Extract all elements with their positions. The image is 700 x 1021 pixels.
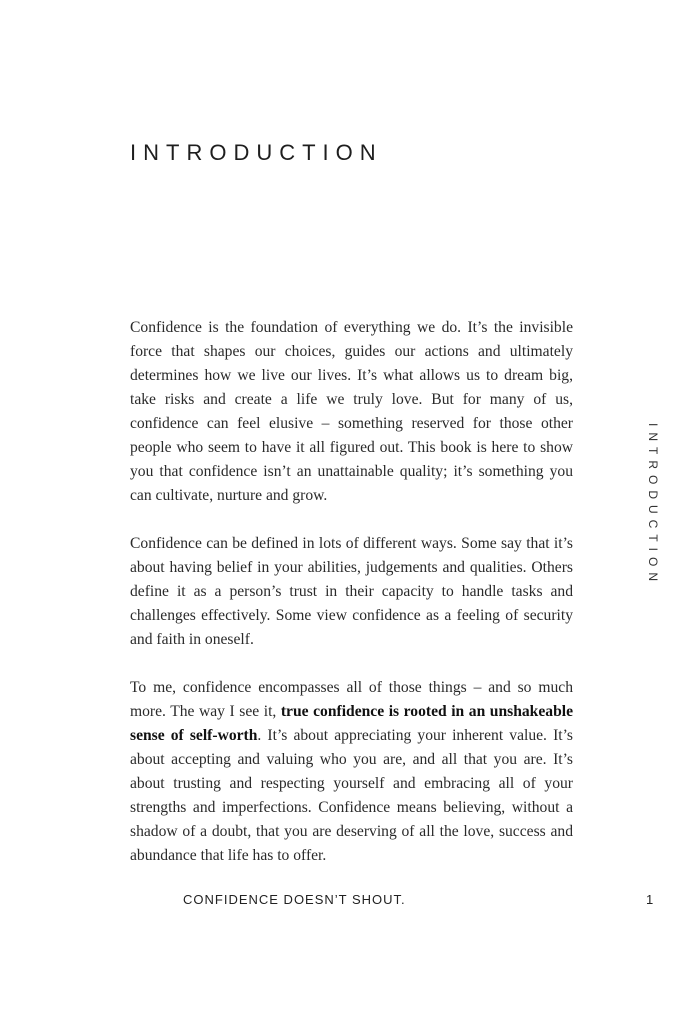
paragraph-3-text-start: To me, confidence encompasses all of those things – and so much more. The way I see it, bbox=[130, 679, 573, 720]
paragraph-3-text-end: . It’s about appreciating your inherent value. It’s about accepting and valuing who you are, and all that you are. It’s about trusting and respecting yourself and embracing all of your strengths and imperfections. Confidence means believing, without a shadow of a doubt, that you are deserving of all the love, success and abundance that life has to offer. bbox=[130, 727, 573, 864]
chapter-side-tab: INTRODUCTION bbox=[646, 423, 660, 587]
chapter-title: INTRODUCTION bbox=[130, 140, 383, 165]
paragraph-1: Confidence is the foundation of everything we do. It’s the invisible force that shapes our choices, guides our actions and ultimately determines how we live our lives. It’s what allows us to dream big, take risks and create a life we truly love. But for many of us, confidence can feel elusive – something reserved for those other people who seem to have it all figured out. This book is here to show you that confidence isn’t an unattainable quality; it’s something you can cultivate, nurture and grow. bbox=[130, 319, 573, 504]
paragraph-2: Confidence can be defined in lots of different ways. Some say that it’s about having belief in your abilities, judgements and qualities. Others define it as a person’s trust in their capacity to handle tasks and challenges effectively. Some view confidence as a feeling of security and faith in oneself. bbox=[130, 535, 573, 648]
page-number: 1 bbox=[646, 892, 654, 907]
paragraph-3-emphasis: true confidence is rooted in an unshakeable sense of self-worth bbox=[130, 703, 573, 744]
paragraph-3 bbox=[130, 676, 573, 868]
body-text bbox=[130, 316, 573, 868]
running-footer-title: CONFIDENCE DOESN’T SHOUT. bbox=[183, 892, 406, 907]
